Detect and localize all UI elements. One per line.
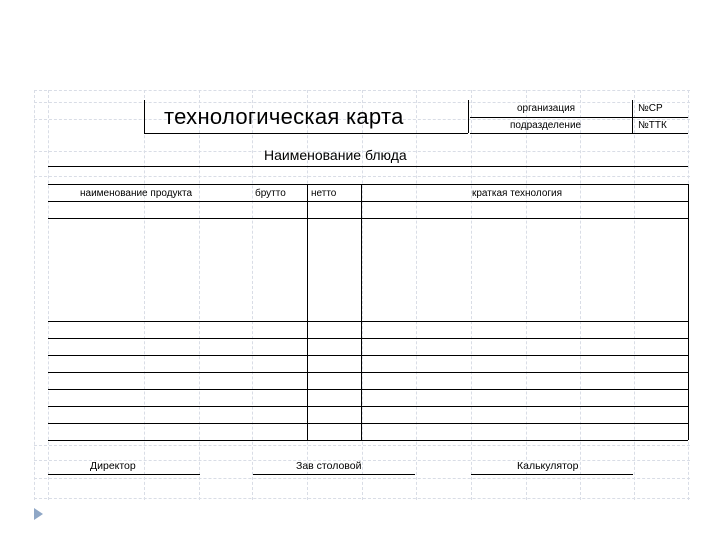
sheet-gridline bbox=[634, 90, 635, 500]
table-column-divider bbox=[361, 184, 362, 440]
title-underline bbox=[144, 133, 468, 134]
dish-name-label: Наименование блюда bbox=[264, 147, 407, 163]
department-label: подразделение bbox=[510, 120, 582, 131]
meta-bottom-border bbox=[470, 133, 688, 134]
sheet-gridline bbox=[471, 90, 472, 500]
sheet-gridline bbox=[252, 90, 253, 500]
table-row-line bbox=[48, 201, 688, 202]
title-box-left-border bbox=[144, 100, 145, 133]
sheet-gridline bbox=[526, 90, 527, 500]
signature-head-of-canteen-label: Зав столовой bbox=[296, 460, 362, 472]
sheet-gridline bbox=[416, 90, 417, 500]
code-ttk-label: №ТТК bbox=[638, 120, 667, 131]
slide-bullet-icon bbox=[34, 508, 43, 520]
sheet-gridline bbox=[199, 90, 200, 500]
table-row-line bbox=[48, 389, 688, 390]
table-top-border bbox=[48, 184, 688, 185]
signature-head-of-canteen-line bbox=[253, 474, 415, 475]
organization-label: организация bbox=[517, 103, 576, 114]
column-header-technology: краткая технология bbox=[472, 188, 563, 199]
table-column-divider bbox=[307, 184, 308, 440]
signature-calculator-label: Калькулятор bbox=[517, 460, 579, 472]
table-row-line bbox=[48, 355, 688, 356]
signature-director-line bbox=[48, 474, 200, 475]
sheet-gridline bbox=[34, 90, 35, 500]
code-sr-label: №СР bbox=[638, 103, 663, 114]
technological-card-sheet bbox=[34, 90, 690, 500]
column-header-product: наименование продукта bbox=[80, 188, 193, 199]
signature-director-label: Директор bbox=[90, 460, 136, 472]
table-row-line bbox=[48, 423, 688, 424]
signature-calculator-line bbox=[471, 474, 633, 475]
sheet-gridline bbox=[48, 90, 49, 500]
sheet-gridline bbox=[580, 90, 581, 500]
title-box-right-border bbox=[468, 100, 469, 133]
table-row-line bbox=[48, 406, 688, 407]
page-title: технологическая карта bbox=[164, 104, 404, 129]
table-right-border bbox=[688, 184, 689, 440]
table-row-line bbox=[48, 372, 688, 373]
column-header-net: нетто bbox=[311, 188, 337, 199]
column-header-gross: брутто bbox=[255, 188, 286, 199]
table-row-line bbox=[48, 321, 688, 322]
table-row-line bbox=[48, 218, 688, 219]
sheet-gridline bbox=[144, 90, 145, 500]
meta-separator bbox=[470, 117, 688, 118]
table-bottom-border bbox=[48, 440, 688, 441]
table-row-line bbox=[48, 338, 688, 339]
dish-name-underline bbox=[48, 166, 688, 167]
